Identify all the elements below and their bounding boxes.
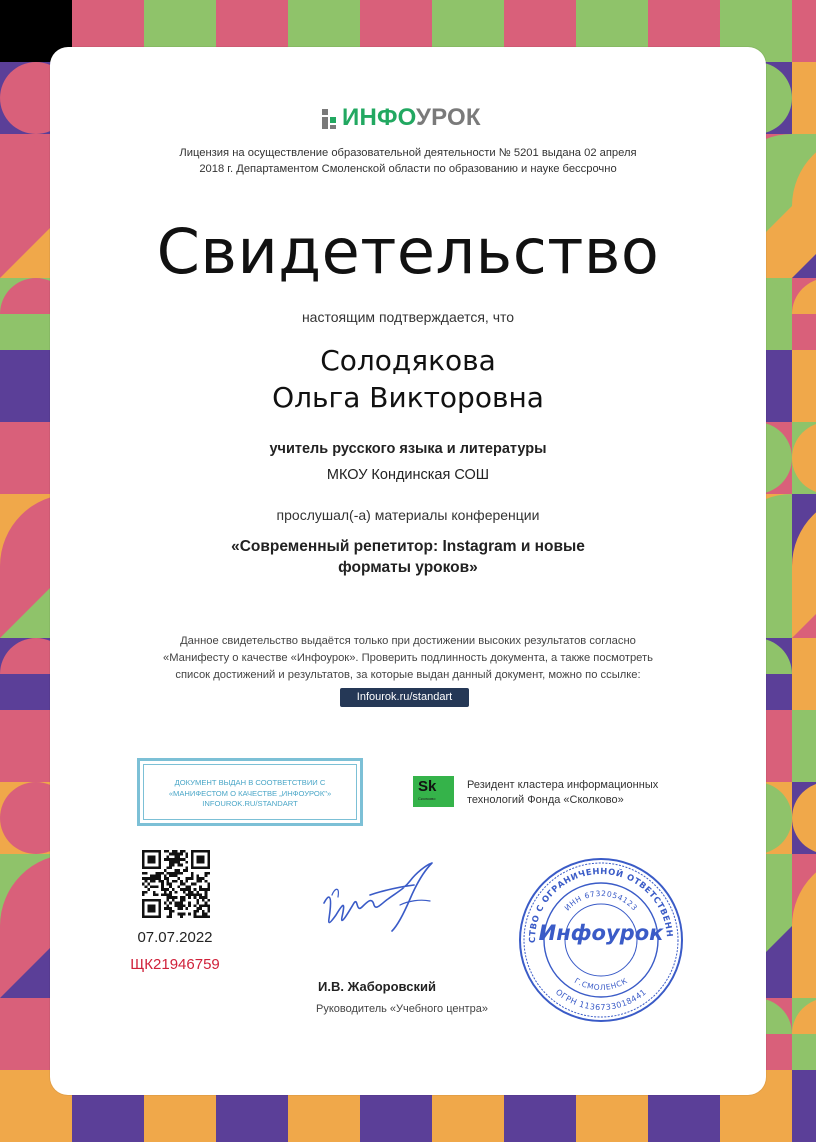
license-line-2: 2018 г. Департаментом Смоленской области по образованию и науке бессрочно [199, 163, 617, 175]
manifest-line-1: ДОКУМЕНТ ВЫДАН В СООТВЕТСТВИИ С [174, 778, 326, 787]
disclaimer-line-2: «Манифесту о качестве «Инфоурок». Проверить подлинность документа, а также посмотреть [163, 652, 653, 664]
skolkovo-logo-text: Sk [418, 778, 437, 795]
license-text [50, 145, 766, 177]
recipient-given-names: Ольга Викторовна [272, 381, 544, 414]
qr-code-icon [142, 850, 210, 918]
verification-link[interactable]: Infourok.ru/standart [340, 688, 469, 707]
skolkovo-logo-subtext: Сколково [418, 796, 436, 801]
issue-date: 07.07.2022 [137, 929, 213, 946]
stamp-ogrn-text: ОГРН 1136733018441 [553, 987, 649, 1013]
infourok-logo [320, 105, 496, 133]
recipient-organization: МКОУ Кондинская СОШ [326, 467, 490, 483]
disclaimer-line-1: Данное свидетельство выдаётся только при достижении высоких результатов согласно [180, 635, 636, 647]
disclaimer-text [50, 633, 766, 684]
manifest-line-3: INFOUROK.RU/STANDART [202, 799, 298, 808]
recipient-surname: Солодякова [320, 344, 496, 377]
recipient-position: учитель русского языка и литературы [269, 441, 547, 457]
logo-mark-icon [320, 105, 340, 131]
skolkovo-logo [413, 776, 454, 807]
stamp-inn-text: ИНН 6732054123 [562, 888, 640, 913]
signer-role: Руководитель «Учебного центра» [316, 1003, 488, 1015]
logo-text-part1: ИНФО [342, 104, 416, 131]
skolkovo-resident-text [467, 778, 658, 808]
confirm-text: настоящим подтверждается, что [301, 309, 515, 325]
stamp-brand: Инфоурок [538, 921, 664, 945]
certificate-title: Свидетельство [156, 215, 660, 288]
official-stamp [516, 855, 686, 1025]
disclaimer-line-3: список достижений и результатов, за которые выдан данный документ, можно по ссылке: [175, 669, 641, 681]
stamp-ring-top-text: СТВО С ОГРАНИЧЕННОЙ ОТВЕТСТВЕНН [526, 865, 676, 943]
svg-text:ИНН 6732054123 [563, 889, 640, 913]
license-line-1: Лицензия на осуществление образовательной деятельности № 5201 выдана 02 апреля [179, 147, 637, 159]
manifest-line-2: «МАНИФЕСТОМ О КАЧЕСТВЕ „ИНФОУРОК"» [168, 788, 332, 798]
stamp-city-text: Г.СМОЛЕНСК [572, 976, 630, 993]
conference-title [50, 536, 766, 578]
manifest-quality-box [137, 758, 363, 826]
conference-title-line-2: форматы уроков» [338, 559, 478, 576]
resident-line-2: технологий Фонда «Сколково» [467, 794, 624, 806]
signature-icon [312, 855, 442, 945]
resident-line-1: Резидент кластера информационных [467, 779, 659, 791]
listened-text: прослушал(-а) материалы конференции [276, 507, 540, 523]
svg-text:Г.СМОЛЕНСК [573, 976, 629, 992]
document-code: ЩК21946759 [130, 956, 220, 973]
certificate-card [50, 47, 766, 1095]
logo-text-part2: УРОК [415, 104, 481, 131]
conference-title-line-1: «Современный репетитор: Instagram и новые [231, 538, 585, 555]
signer-name: И.В. Жаборовский [318, 979, 436, 994]
recipient-name [50, 342, 766, 416]
